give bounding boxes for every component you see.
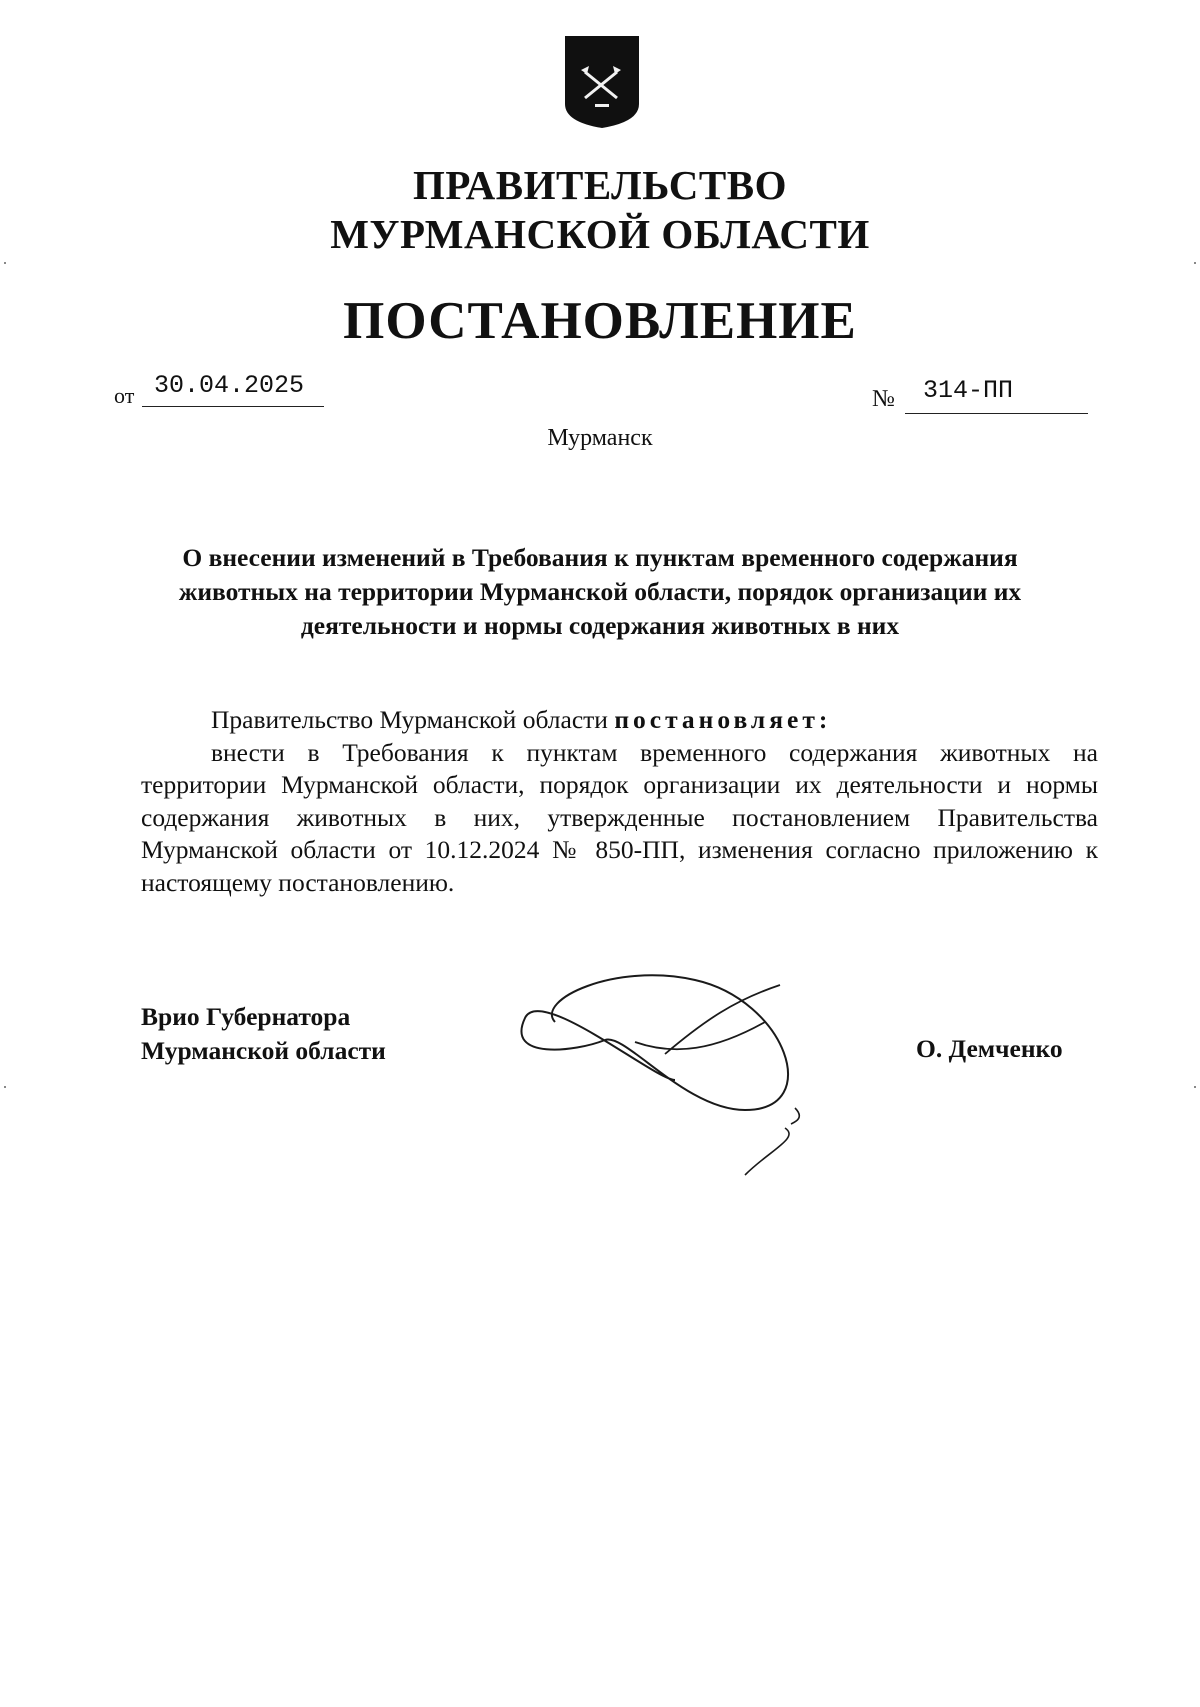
scan-mark bbox=[1194, 262, 1196, 264]
coat-of-arms-icon bbox=[559, 32, 645, 132]
preamble-paragraph bbox=[141, 704, 1098, 737]
signatory-role-line2: Мурманской области bbox=[141, 1036, 386, 1065]
number-prefix: № bbox=[872, 386, 895, 412]
scan-mark bbox=[1194, 1086, 1196, 1088]
scan-mark bbox=[4, 262, 6, 264]
document-body bbox=[141, 704, 1098, 899]
document-type-title: ПОСТАНОВЛЕНИЕ bbox=[343, 292, 857, 350]
preamble-text: Правительство Мурманской области bbox=[211, 705, 615, 734]
signatory-role bbox=[141, 1000, 386, 1068]
signatory-name: О. Демченко bbox=[916, 1034, 1063, 1063]
document-date: 30.04.2025 bbox=[142, 369, 324, 407]
document-city: Мурманск bbox=[547, 425, 653, 451]
handwritten-signature-icon bbox=[495, 960, 855, 1190]
region-title: МУРМАНСКОЙ ОБЛАСТИ bbox=[330, 211, 870, 257]
government-title: ПРАВИТЕЛЬСТВО bbox=[412, 162, 788, 208]
document-subject: О внесении изменений в Требования к пунктам временного содержания животных на территории Мурманской области, порядок организации их деятельности и нормы содержания животных в них bbox=[178, 543, 1022, 640]
preamble-keyword: постановляет: bbox=[614, 705, 832, 734]
scan-mark bbox=[4, 1086, 6, 1088]
signatory-role-line1: Врио Губернатора bbox=[141, 1002, 351, 1031]
enactment-paragraph: внести в Требования к пунктам временного содержания животных на территории Мурманской области, порядок организации их деятельности и нормы содержания животных в них, утвержденные постановлением Правительства Мурманской области от 10.12.2024 № 850-ПП, изменения согласно приложению к настоящему постановлению. bbox=[141, 737, 1098, 897]
date-prefix: от bbox=[114, 383, 135, 408]
document-number: 314-ПП bbox=[905, 373, 1088, 414]
